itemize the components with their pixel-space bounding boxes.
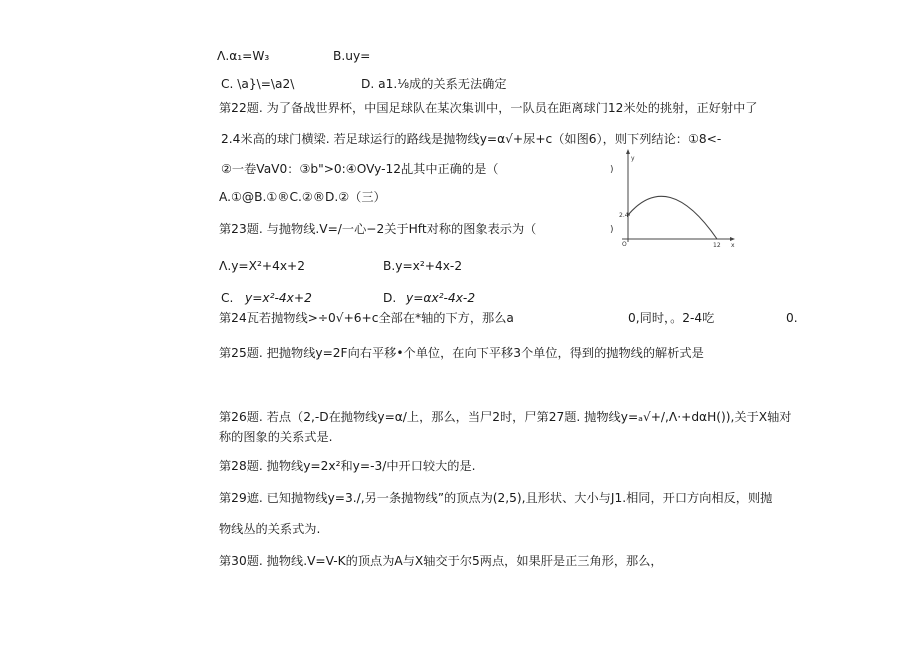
left-paren-lower: ) [610,225,614,235]
option-c-q21: C. \a}\=\a2\ [221,77,295,91]
question-24-part-3: 0. [786,311,798,325]
left-paren-upper: ) [610,165,614,175]
option-d-q21: D. a1.⅛成的关系无法确定 [361,77,507,91]
question-23-stem: 第23题. 与抛物线.V=/一心−2关于Hft对称的图象表示为（ [219,222,537,236]
x-mark-label: 12 [713,242,721,249]
question-24-part-2: 0,同时，。2-4吃 [628,311,715,325]
option-c-label-q23: C. [221,291,234,305]
trajectory-curve [628,196,717,239]
option-d-formula-q23: y=αx²-4x-2 [406,291,476,305]
parabola-figure [600,148,745,256]
option-a-q23: Λ.y=X²+4x+2 [219,259,306,273]
option-c-formula-q23: y=x²-4x+2 [245,291,312,305]
question-26-27-line-1: 第26题. 若点（2,-D在抛物线y=α/上，那么，当尸2时，尸第27题. 抛物线y=ₐ√+/,Λ·+dαH()),关于X轴对 [219,410,792,424]
parabola-graph-svg [600,148,745,256]
option-a-q21: Λ.α₁=W₃ [217,49,270,63]
question-22-line-3: ②一卷VaV0：③b">0:④OVy-12乩其中正确的是（ [221,162,499,176]
question-29-line-2: 物线丛的关系式为. [219,522,321,536]
x-axis-arrow [730,237,735,241]
question-22-options: A.①@B.①®C.②®D.②（三） [219,190,386,204]
origin-label: O [622,241,627,248]
question-27-line-2: 称的图象的关系式是. [219,430,333,444]
option-b-q21: B.uy= [333,49,371,63]
option-b-q23: B.y=x²+4x-2 [383,259,463,273]
question-25: 第25题. 把抛物线y=2F向右平移•个单位，在向下平移3个单位，得到的抛物线的解析式是 [219,346,704,360]
y-axis-arrow [626,149,630,154]
question-28: 第28题. 抛物线y=2x²和y=-3/中开口较大的是. [219,459,476,473]
y-mark-label: 2.4 [619,212,629,219]
y-axis-label: y [631,155,635,162]
question-24-part-1: 第24瓦若抛物线>÷0√+6+c全部在*轴的下方，那么a [219,311,514,325]
question-22-line-1: 第22题. 为了备战世界杯，中国足球队在某次集训中，一队员在距离球门12米处的挑射，正好射中了 [219,101,758,115]
question-29-line-1: 第29遮. 已知抛物线y=3./,另一条抛物线”的顶点为(2,5),且形状、大小与J1.相同，开口方向相反，则抛 [219,491,773,505]
option-d-label-q23: D. [383,291,397,305]
x-axis-label: x [731,242,735,249]
question-30: 第30题. 抛物线.V=V-K的顶点为A与X轴交于尔5两点，如果肝是正三角形，那么， [219,554,663,568]
question-22-line-2: 2.4米高的球门横梁. 若足球运行的路线是抛物线y=α√+尿+c（如图6），则下列结论：①8<- [221,132,722,146]
